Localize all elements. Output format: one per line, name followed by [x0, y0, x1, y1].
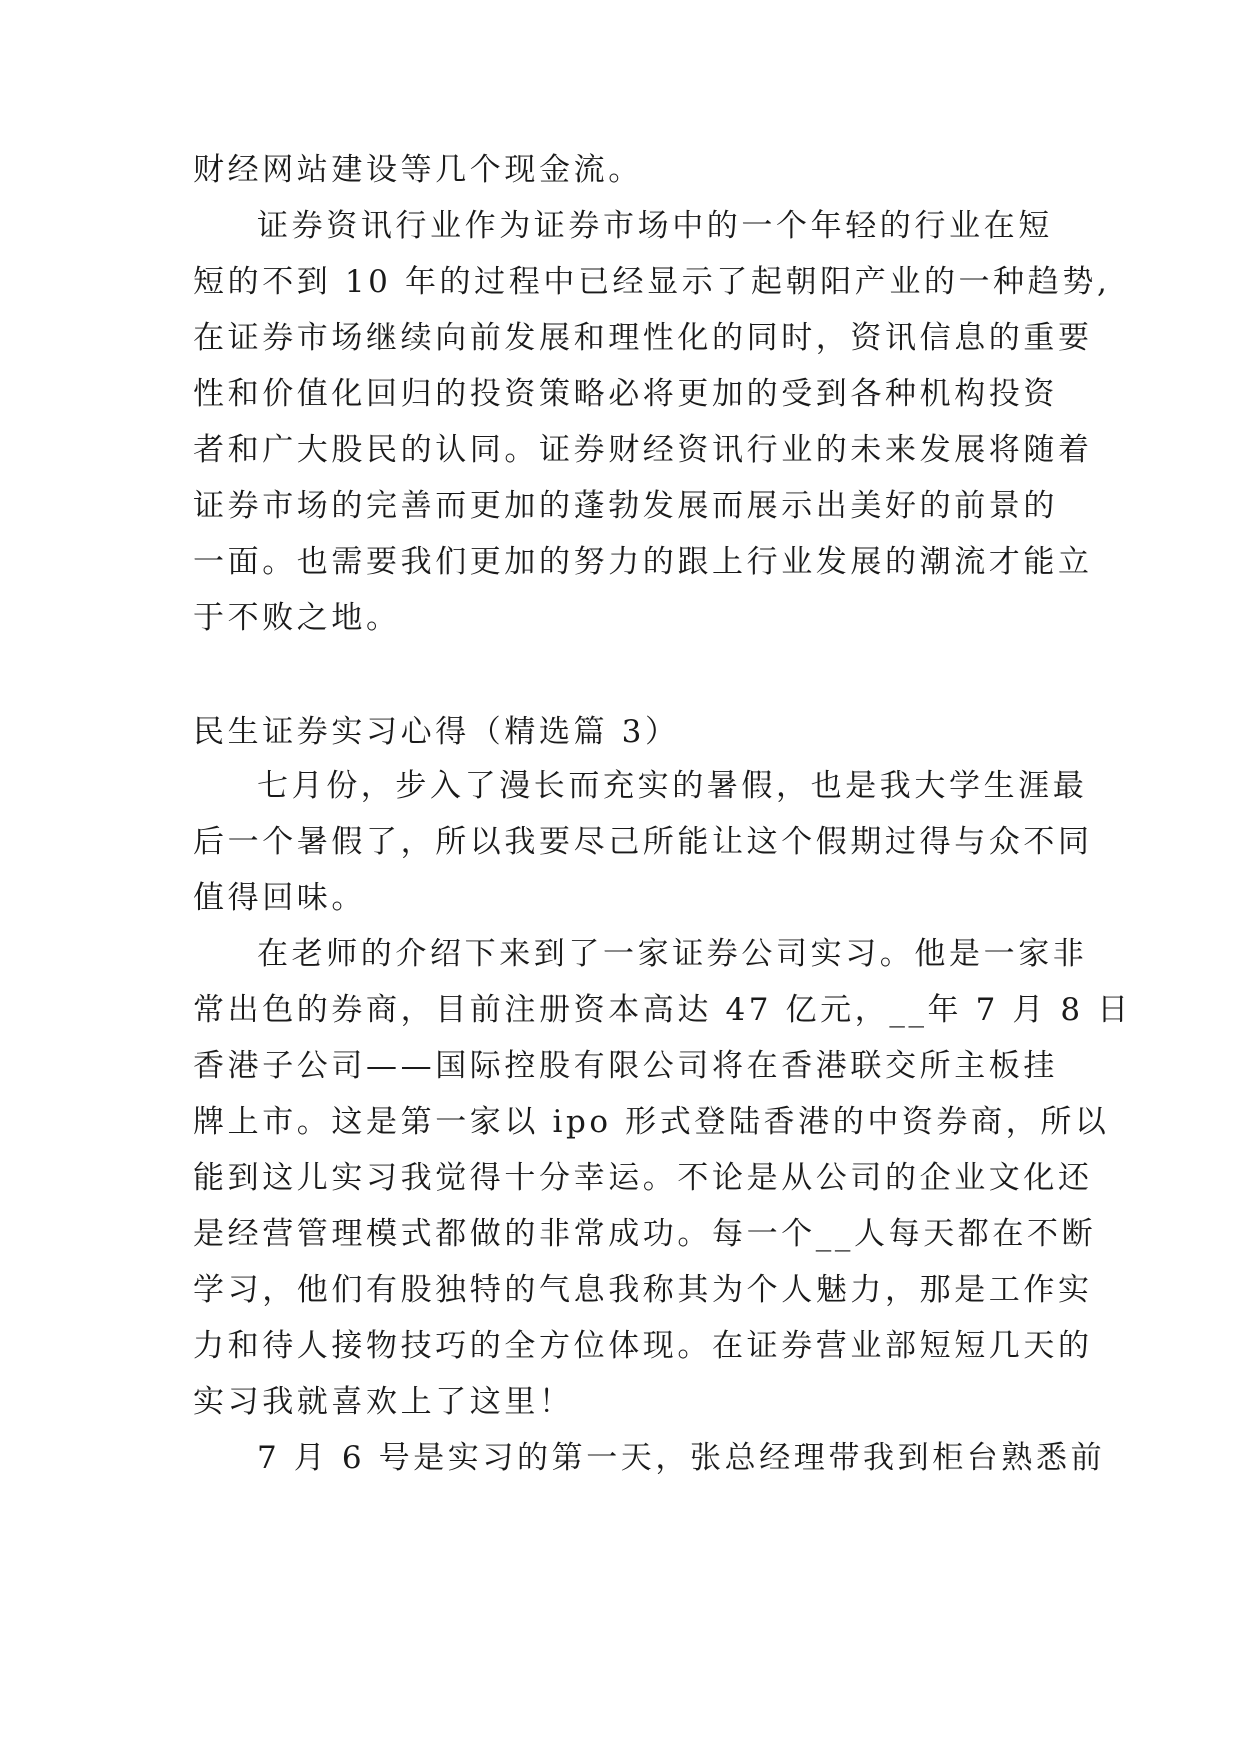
text-line: 牌上市。这是第一家以 ipo 形式登陆香港的中资券商，所以 [193, 1104, 1110, 1140]
text-line: 在证券市场继续向前发展和理性化的同时，资讯信息的重要 [193, 320, 1093, 356]
text-line: 力和待人接物技巧的全方位体现。在证券营业部短短几天的 [193, 1328, 1093, 1364]
text-line: 后一个暑假了，所以我要尽己所能让这个假期过得与众不同 [193, 824, 1093, 860]
text-line: 香港子公司——国际控股有限公司将在香港联交所主板挂 [193, 1048, 1058, 1084]
text-line: 于不败之地。 [193, 600, 401, 636]
text-line: 实习我就喜欢上了这里！ [193, 1384, 574, 1420]
text-line: 者和广大股民的认同。证券财经资讯行业的未来发展将随着 [193, 432, 1093, 468]
text-line: 财经网站建设等几个现金流。 [193, 152, 643, 188]
text-line: 能到这儿实习我觉得十分幸运。不论是从公司的企业文化还 [193, 1160, 1093, 1196]
text-line: 证券资讯行业作为证券市场中的一个年轻的行业在短 [257, 208, 1053, 244]
text-line: 性和价值化回归的投资策略必将更加的受到各种机构投资 [193, 376, 1058, 412]
text-line: 证券市场的完善而更加的蓬勃发展而展示出美好的前景的 [193, 488, 1058, 524]
text-line: 学习，他们有股独特的气息我称其为个人魅力，那是工作实 [193, 1272, 1093, 1308]
text-line: 一面。也需要我们更加的努力的跟上行业发展的潮流才能立 [193, 544, 1093, 580]
text-line: 七月份，步入了漫长而充实的暑假，也是我大学生涯最 [257, 768, 1088, 804]
text-line: 值得回味。 [193, 880, 366, 916]
text-line: 常出色的券商，目前注册资本高达 47 亿元，__年 7 月 8 日 [193, 992, 1132, 1028]
text-line: 7 月 6 号是实习的第一天，张总经理带我到柜台熟悉前 [257, 1440, 1106, 1476]
text-line: 在老师的介绍下来到了一家证券公司实习。他是一家非 [257, 936, 1088, 972]
section-heading: 民生证券实习心得（精选篇 3） [193, 714, 680, 750]
text-line: 短的不到 10 年的过程中已经显示了起朝阳产业的一种趋势, [193, 264, 1111, 300]
text-line: 是经营管理模式都做的非常成功。每一个__人每天都在不断 [193, 1216, 1097, 1252]
